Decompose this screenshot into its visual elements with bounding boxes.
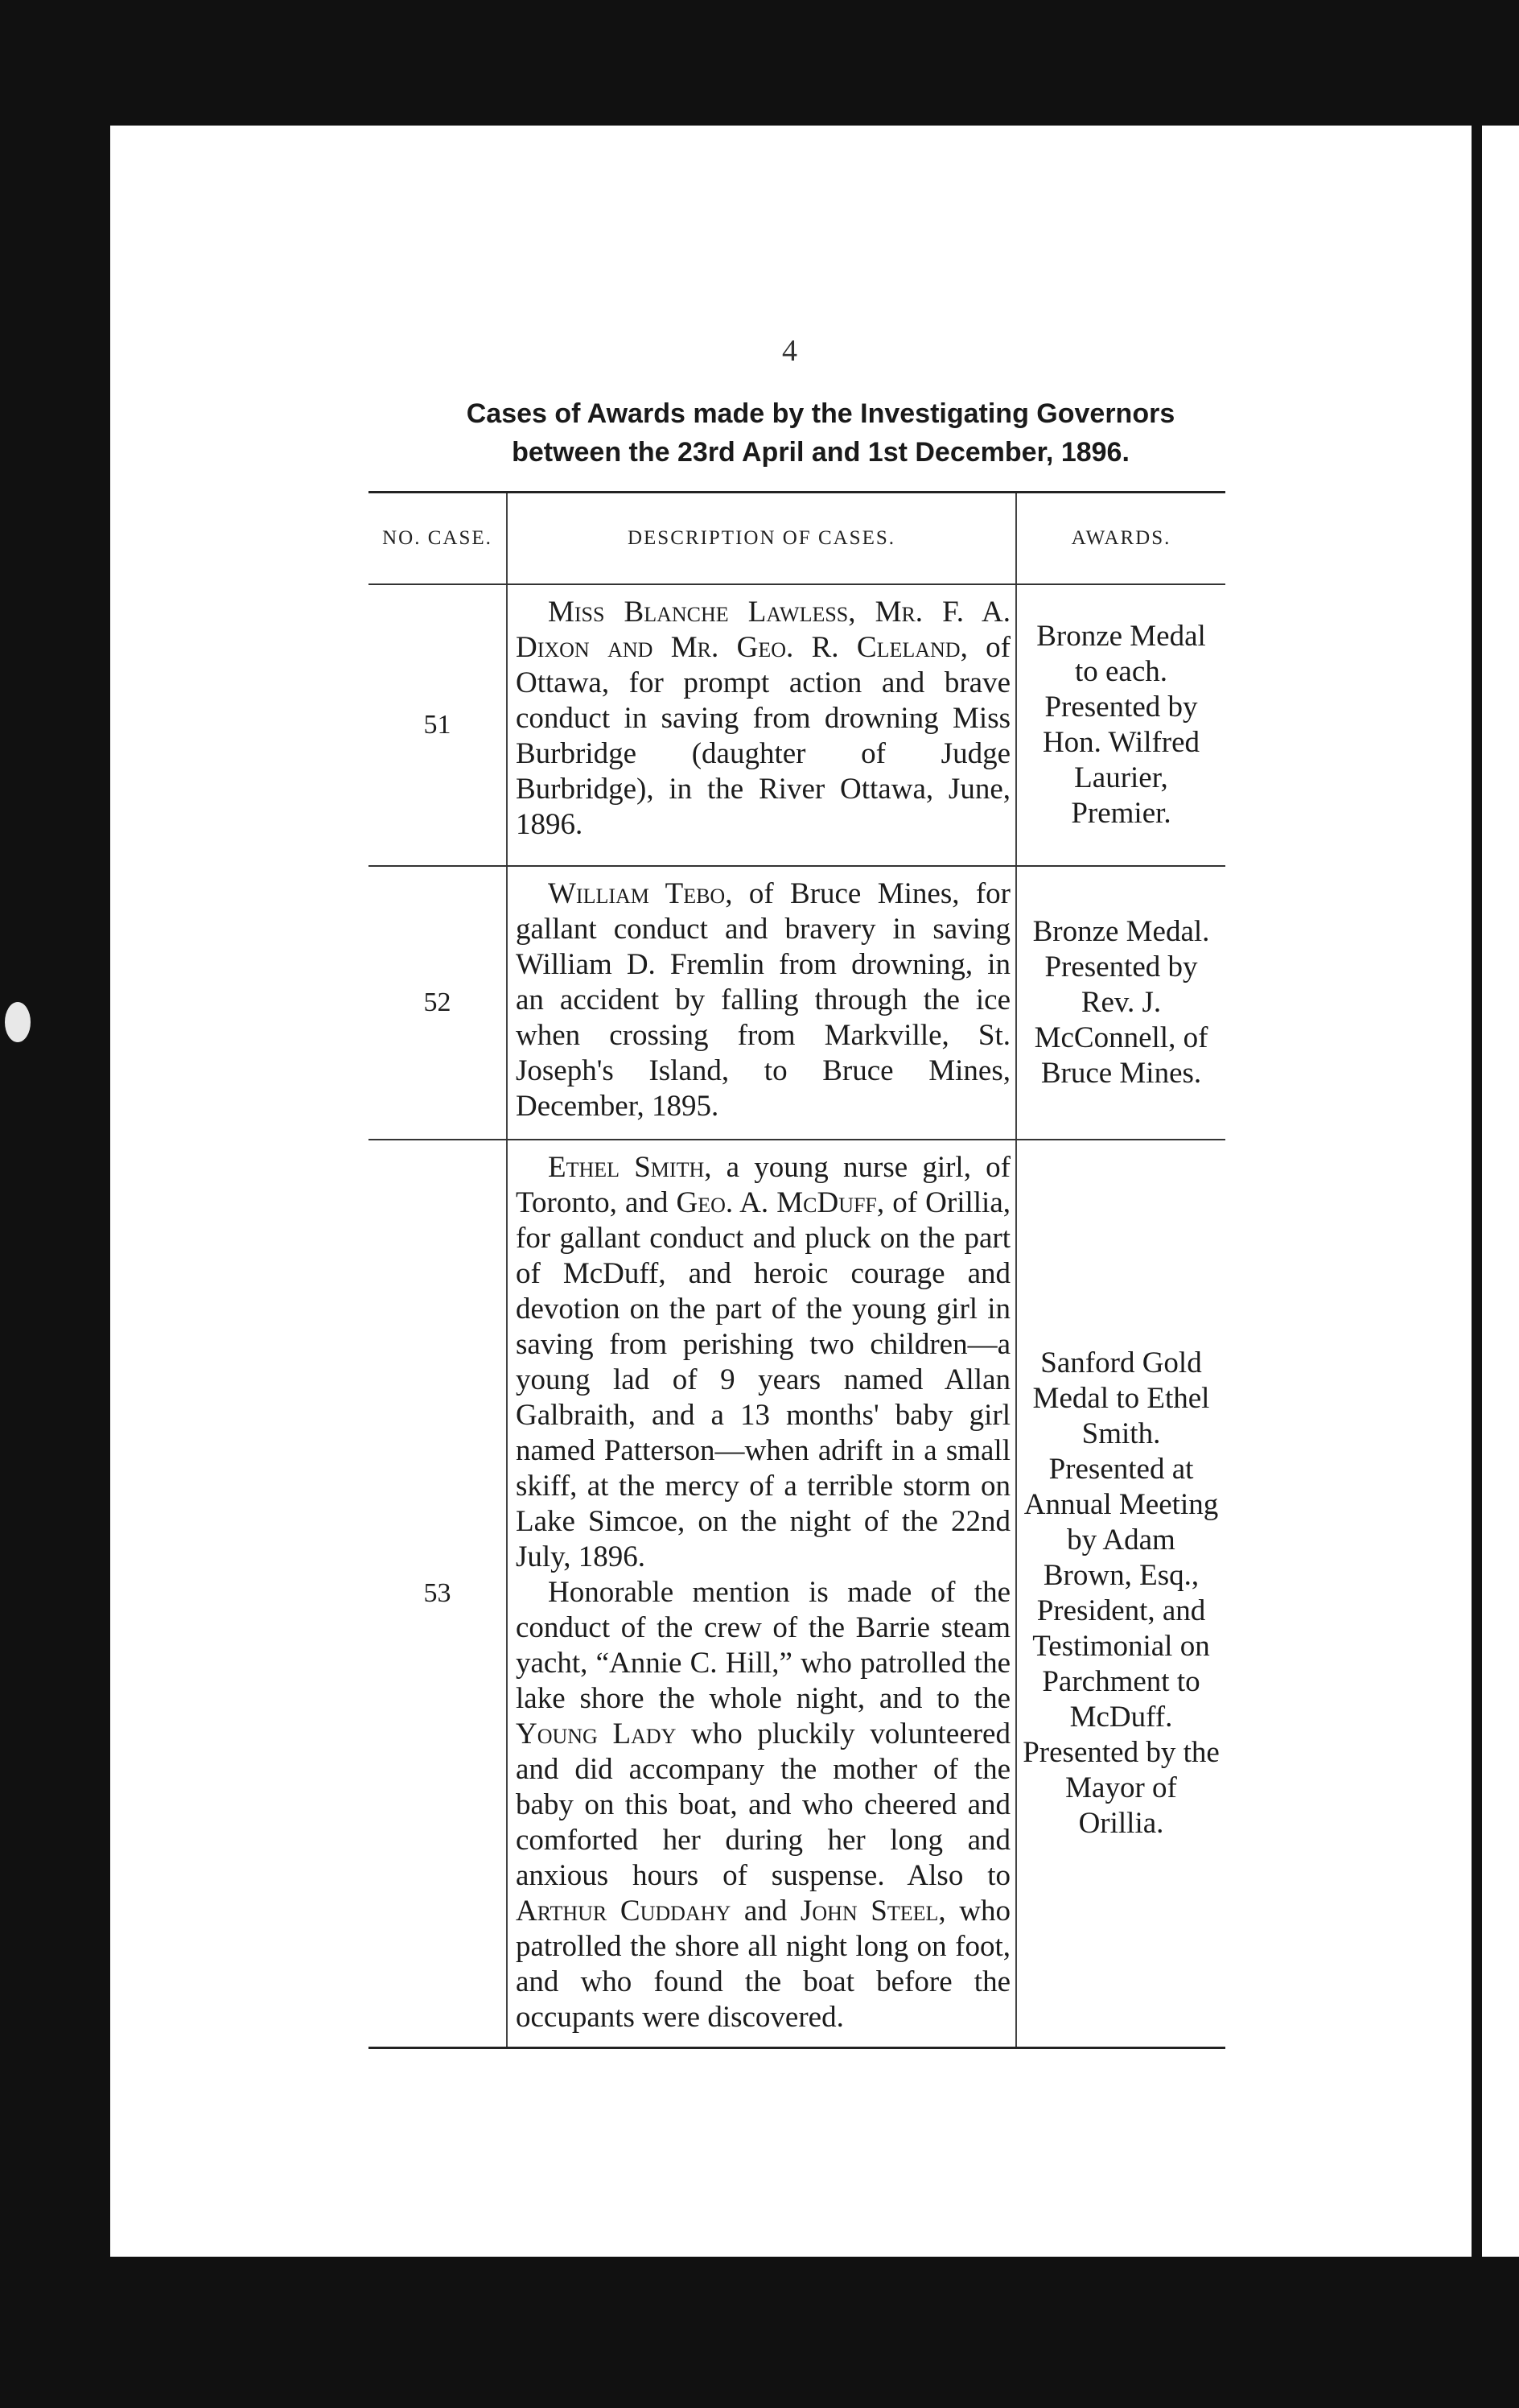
table-row (368, 1140, 1225, 2048)
case-text: , of Orillia, for gallant conduct and pluck on the part of McDuff, and heroic courage and devotion on the part of the young girl in saving from perishing two children—a young lad of 9 years named Allan Galbraith, and a 13 months' baby girl named Patterson—when adrift in a small skiff, at the mercy of a terrible storm on Lake Simcoe, on the night of the 22nd July, 1896. (516, 1186, 1011, 1573)
case-names: Young Lady (516, 1717, 677, 1750)
case-award: Bronze Medal. Presented by Rev. J. McConnell, of Bruce Mines. (1016, 866, 1225, 1140)
case-description (507, 1140, 1016, 2048)
case-text: Honorable mention is made of the conduct of the crew of the Barrie steam yacht, “Annie C. Hill,” who patrolled the lake shore the whole night, and to the (516, 1576, 1011, 1715)
case-award: Bronze Medal to each. Presented by Hon. Wilfred Laurier, Premier. (1016, 584, 1225, 866)
case-text: , of Bruce Mines, for gallant conduct and bravery in saving William D. Fremlin from drowning, in an accident by falling through the ice when crossing from Markville, St. Joseph's Island, to Bruce Mines, December, 1895. (516, 877, 1011, 1123)
case-number: 51 (368, 584, 507, 866)
case-award: Sanford Gold Medal to Ethel Smith. Presented at Annual Meeting by Adam Brown, Esq., President, and Testimonial on Parchment to McDuff. Presented by the Mayor of Orillia. (1016, 1140, 1225, 2048)
case-text: , who patrolled the shore all night long on foot, and who found the boat before the occupants were discovered. (516, 1895, 1011, 2034)
case-number: 53 (423, 1578, 451, 1608)
case-names: Ethel Smith (548, 1151, 705, 1184)
case-text: , of Ottawa, for prompt action and brave conduct in saving from drowning Miss Burbridge (daughter of Judge Burbridge), in the River Ottawa, June, 1896. (516, 631, 1011, 841)
table-row (368, 584, 1225, 866)
case-names: William Tebo (548, 877, 726, 910)
case-description (507, 584, 1016, 866)
heading-line-1: Cases of Awards made by the Investigating Governors (466, 398, 1175, 429)
case-names: Geo. A. McDuff (676, 1186, 877, 1219)
case-text: , a young nurse girl, of Toronto, and (516, 1151, 1011, 1219)
case-names: Arthur Cuddahy (516, 1895, 731, 1928)
header-case-no: NO. CASE. (368, 493, 507, 585)
case-number: 52 (368, 866, 507, 1140)
facing-page-edge (1482, 126, 1519, 2257)
case-names: Miss Blanche Lawless, Mr. F. A. Dixon and Mr. Geo. R. Cleland (516, 596, 1011, 664)
awards-table (368, 491, 1225, 2049)
page-heading (346, 394, 1295, 472)
heading-line-2: between the 23rd April and 1st December, 1896. (512, 437, 1130, 468)
header-awards: AWARDS. (1016, 493, 1225, 585)
case-description (507, 866, 1016, 1140)
scan-speck (5, 1002, 31, 1042)
table-header-row (368, 493, 1225, 585)
case-text: who pluckily volunteered and did accompany the mother of the baby on this boat, and who cheered and comforted her during her long and anxious hours of suspense. Also to (516, 1717, 1011, 1892)
page-number: 4 (782, 334, 797, 368)
case-names: John Steel (800, 1895, 939, 1928)
table-row (368, 866, 1225, 1140)
case-text: and (731, 1895, 801, 1928)
header-description: DESCRIPTION OF CASES. (507, 493, 1016, 585)
